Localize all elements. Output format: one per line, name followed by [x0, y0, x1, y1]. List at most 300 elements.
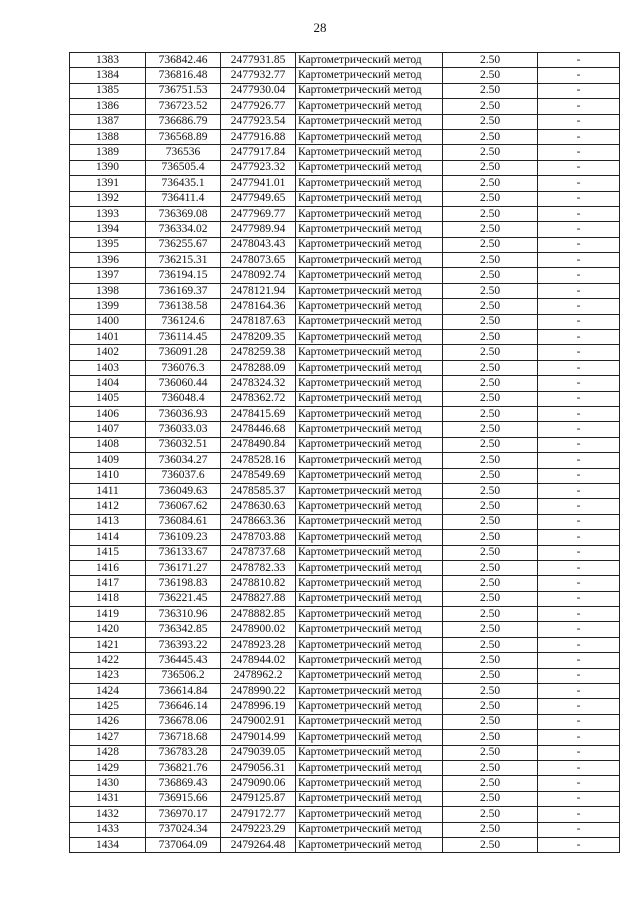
table-row [70, 283, 620, 298]
table-row [70, 422, 620, 437]
method-cell: Картометрический метод [296, 453, 443, 468]
x-coordinate-cell: 736686.79 [146, 114, 221, 129]
precision-cell: 2.50 [443, 483, 538, 498]
note-cell: - [538, 791, 620, 806]
table-row [70, 176, 620, 191]
precision-cell: 2.50 [443, 499, 538, 514]
x-coordinate-cell: 736109.23 [146, 530, 221, 545]
note-cell: - [538, 499, 620, 514]
precision-cell: 2.50 [443, 53, 538, 68]
x-coordinate-cell: 736505.4 [146, 160, 221, 175]
point-number-cell: 1409 [70, 453, 146, 468]
table-row [70, 684, 620, 699]
method-cell: Картометрический метод [296, 283, 443, 298]
note-cell: - [538, 299, 620, 314]
table-row [70, 607, 620, 622]
y-coordinate-cell: 2478782.33 [221, 560, 296, 575]
note-cell: - [538, 99, 620, 114]
note-cell: - [538, 391, 620, 406]
note-cell: - [538, 745, 620, 760]
precision-cell: 2.50 [443, 468, 538, 483]
note-cell: - [538, 622, 620, 637]
method-cell: Картометрический метод [296, 422, 443, 437]
method-cell: Картометрический метод [296, 437, 443, 452]
method-cell: Картометрический метод [296, 791, 443, 806]
y-coordinate-cell: 2478990.22 [221, 684, 296, 699]
table-row [70, 730, 620, 745]
x-coordinate-cell: 736060.44 [146, 376, 221, 391]
x-coordinate-cell: 736091.28 [146, 345, 221, 360]
precision-cell: 2.50 [443, 637, 538, 652]
x-coordinate-cell: 736215.31 [146, 253, 221, 268]
note-cell: - [538, 145, 620, 160]
page-number: 28 [313, 20, 327, 35]
precision-cell: 2.50 [443, 591, 538, 606]
table-row [70, 453, 620, 468]
note-cell: - [538, 776, 620, 791]
point-number-cell: 1426 [70, 714, 146, 729]
method-cell: Картометрический метод [296, 730, 443, 745]
precision-cell: 2.50 [443, 283, 538, 298]
precision-cell: 2.50 [443, 68, 538, 83]
point-number-cell: 1399 [70, 299, 146, 314]
x-coordinate-cell: 736033.03 [146, 422, 221, 437]
method-cell: Картометрический метод [296, 699, 443, 714]
x-coordinate-cell: 736411.4 [146, 191, 221, 206]
y-coordinate-cell: 2478362.72 [221, 391, 296, 406]
point-number-cell: 1401 [70, 330, 146, 345]
method-cell: Картометрический метод [296, 684, 443, 699]
precision-cell: 2.50 [443, 453, 538, 468]
table-row [70, 253, 620, 268]
table-row [70, 791, 620, 806]
point-number-cell: 1413 [70, 514, 146, 529]
method-cell: Картометрический метод [296, 129, 443, 144]
method-cell: Картометрический метод [296, 622, 443, 637]
y-coordinate-cell: 2477931.85 [221, 53, 296, 68]
x-coordinate-cell: 736435.1 [146, 176, 221, 191]
y-coordinate-cell: 2477923.32 [221, 160, 296, 175]
precision-cell: 2.50 [443, 530, 538, 545]
note-cell: - [538, 237, 620, 252]
point-number-cell: 1396 [70, 253, 146, 268]
note-cell: - [538, 545, 620, 560]
y-coordinate-cell: 2478630.63 [221, 499, 296, 514]
point-number-cell: 1421 [70, 637, 146, 652]
y-coordinate-cell: 2478164.36 [221, 299, 296, 314]
table-row [70, 391, 620, 406]
precision-cell: 2.50 [443, 760, 538, 775]
table-row [70, 545, 620, 560]
method-cell: Картометрический метод [296, 514, 443, 529]
precision-cell: 2.50 [443, 330, 538, 345]
table-row [70, 314, 620, 329]
y-coordinate-cell: 2479056.31 [221, 760, 296, 775]
y-coordinate-cell: 2478585.37 [221, 483, 296, 498]
point-number-cell: 1428 [70, 745, 146, 760]
point-number-cell: 1391 [70, 176, 146, 191]
precision-cell: 2.50 [443, 653, 538, 668]
point-number-cell: 1393 [70, 206, 146, 221]
table-row [70, 760, 620, 775]
table-row [70, 206, 620, 221]
precision-cell: 2.50 [443, 176, 538, 191]
table-row [70, 560, 620, 575]
x-coordinate-cell: 736568.89 [146, 129, 221, 144]
point-number-cell: 1406 [70, 406, 146, 421]
note-cell: - [538, 807, 620, 822]
x-coordinate-cell: 736124.6 [146, 314, 221, 329]
note-cell: - [538, 114, 620, 129]
point-number-cell: 1384 [70, 68, 146, 83]
table-row [70, 699, 620, 714]
note-cell: - [538, 83, 620, 98]
y-coordinate-cell: 2478944.02 [221, 653, 296, 668]
x-coordinate-cell: 736445.43 [146, 653, 221, 668]
y-coordinate-cell: 2479039.05 [221, 745, 296, 760]
point-number-cell: 1422 [70, 653, 146, 668]
point-number-cell: 1431 [70, 791, 146, 806]
method-cell: Картометрический метод [296, 237, 443, 252]
table-row [70, 668, 620, 683]
x-coordinate-cell: 736198.83 [146, 576, 221, 591]
precision-cell: 2.50 [443, 668, 538, 683]
point-number-cell: 1424 [70, 684, 146, 699]
point-number-cell: 1416 [70, 560, 146, 575]
precision-cell: 2.50 [443, 114, 538, 129]
note-cell: - [538, 607, 620, 622]
note-cell: - [538, 437, 620, 452]
y-coordinate-cell: 2478415.69 [221, 406, 296, 421]
precision-cell: 2.50 [443, 437, 538, 452]
method-cell: Картометрический метод [296, 560, 443, 575]
method-cell: Картометрический метод [296, 745, 443, 760]
method-cell: Картометрический метод [296, 53, 443, 68]
y-coordinate-cell: 2478324.32 [221, 376, 296, 391]
note-cell: - [538, 576, 620, 591]
point-number-cell: 1402 [70, 345, 146, 360]
method-cell: Картометрический метод [296, 576, 443, 591]
table-row [70, 299, 620, 314]
precision-cell: 2.50 [443, 776, 538, 791]
y-coordinate-cell: 2478703.88 [221, 530, 296, 545]
table-row [70, 576, 620, 591]
y-coordinate-cell: 2478043.43 [221, 237, 296, 252]
precision-cell: 2.50 [443, 622, 538, 637]
method-cell: Картометрический метод [296, 499, 443, 514]
note-cell: - [538, 837, 620, 852]
note-cell: - [538, 222, 620, 237]
x-coordinate-cell: 736678.06 [146, 714, 221, 729]
note-cell: - [538, 714, 620, 729]
precision-cell: 2.50 [443, 191, 538, 206]
note-cell: - [538, 422, 620, 437]
point-number-cell: 1388 [70, 129, 146, 144]
table-row [70, 514, 620, 529]
precision-cell: 2.50 [443, 545, 538, 560]
note-cell: - [538, 560, 620, 575]
x-coordinate-cell: 736842.46 [146, 53, 221, 68]
precision-cell: 2.50 [443, 314, 538, 329]
table-row [70, 83, 620, 98]
x-coordinate-cell: 736816.48 [146, 68, 221, 83]
x-coordinate-cell: 736369.08 [146, 206, 221, 221]
point-number-cell: 1405 [70, 391, 146, 406]
x-coordinate-cell: 736194.15 [146, 268, 221, 283]
y-coordinate-cell: 2478996.19 [221, 699, 296, 714]
point-number-cell: 1423 [70, 668, 146, 683]
precision-cell: 2.50 [443, 837, 538, 852]
y-coordinate-cell: 2478288.09 [221, 360, 296, 375]
point-number-cell: 1392 [70, 191, 146, 206]
note-cell: - [538, 176, 620, 191]
x-coordinate-cell: 736723.52 [146, 99, 221, 114]
y-coordinate-cell: 2479264.48 [221, 837, 296, 852]
method-cell: Картометрический метод [296, 314, 443, 329]
table-row [70, 129, 620, 144]
method-cell: Картометрический метод [296, 483, 443, 498]
y-coordinate-cell: 2478073.65 [221, 253, 296, 268]
y-coordinate-cell: 2477930.04 [221, 83, 296, 98]
note-cell: - [538, 129, 620, 144]
method-cell: Картометрический метод [296, 360, 443, 375]
precision-cell: 2.50 [443, 714, 538, 729]
note-cell: - [538, 330, 620, 345]
precision-cell: 2.50 [443, 99, 538, 114]
table-row [70, 530, 620, 545]
x-coordinate-cell: 736342.85 [146, 622, 221, 637]
x-coordinate-cell: 736255.67 [146, 237, 221, 252]
note-cell: - [538, 483, 620, 498]
precision-cell: 2.50 [443, 560, 538, 575]
y-coordinate-cell: 2478209.35 [221, 330, 296, 345]
table-row [70, 268, 620, 283]
note-cell: - [538, 730, 620, 745]
table-row [70, 499, 620, 514]
method-cell: Картометрический метод [296, 191, 443, 206]
method-cell: Картометрический метод [296, 376, 443, 391]
x-coordinate-cell: 736171.27 [146, 560, 221, 575]
y-coordinate-cell: 2478446.68 [221, 422, 296, 437]
precision-cell: 2.50 [443, 514, 538, 529]
table-row [70, 714, 620, 729]
precision-cell: 2.50 [443, 222, 538, 237]
precision-cell: 2.50 [443, 145, 538, 160]
precision-cell: 2.50 [443, 745, 538, 760]
point-number-cell: 1389 [70, 145, 146, 160]
x-coordinate-cell: 736084.61 [146, 514, 221, 529]
note-cell: - [538, 684, 620, 699]
x-coordinate-cell: 736076.3 [146, 360, 221, 375]
note-cell: - [538, 653, 620, 668]
y-coordinate-cell: 2478259.38 [221, 345, 296, 360]
method-cell: Картометрический метод [296, 714, 443, 729]
table-row [70, 483, 620, 498]
method-cell: Картометрический метод [296, 822, 443, 837]
table-row [70, 745, 620, 760]
precision-cell: 2.50 [443, 699, 538, 714]
method-cell: Картометрический метод [296, 530, 443, 545]
method-cell: Картометрический метод [296, 653, 443, 668]
precision-cell: 2.50 [443, 607, 538, 622]
table-row [70, 622, 620, 637]
table-row [70, 345, 620, 360]
x-coordinate-cell: 736869.43 [146, 776, 221, 791]
y-coordinate-cell: 2478528.16 [221, 453, 296, 468]
precision-cell: 2.50 [443, 406, 538, 421]
point-number-cell: 1395 [70, 237, 146, 252]
precision-cell: 2.50 [443, 576, 538, 591]
note-cell: - [538, 345, 620, 360]
x-coordinate-cell: 737024.34 [146, 822, 221, 837]
point-number-cell: 1418 [70, 591, 146, 606]
point-number-cell: 1386 [70, 99, 146, 114]
point-number-cell: 1430 [70, 776, 146, 791]
x-coordinate-cell: 736310.96 [146, 607, 221, 622]
y-coordinate-cell: 2478549.69 [221, 468, 296, 483]
point-number-cell: 1398 [70, 283, 146, 298]
precision-cell: 2.50 [443, 237, 538, 252]
method-cell: Картометрический метод [296, 206, 443, 221]
point-number-cell: 1419 [70, 607, 146, 622]
y-coordinate-cell: 2478737.68 [221, 545, 296, 560]
point-number-cell: 1383 [70, 53, 146, 68]
note-cell: - [538, 668, 620, 683]
note-cell: - [538, 206, 620, 221]
y-coordinate-cell: 2478121.94 [221, 283, 296, 298]
point-number-cell: 1390 [70, 160, 146, 175]
table-row [70, 822, 620, 837]
method-cell: Картометрический метод [296, 160, 443, 175]
x-coordinate-cell: 736049.63 [146, 483, 221, 498]
table-row [70, 191, 620, 206]
note-cell: - [538, 530, 620, 545]
note-cell: - [538, 268, 620, 283]
table-row [70, 807, 620, 822]
method-cell: Картометрический метод [296, 268, 443, 283]
method-cell: Картометрический метод [296, 776, 443, 791]
y-coordinate-cell: 2478187.63 [221, 314, 296, 329]
point-number-cell: 1425 [70, 699, 146, 714]
method-cell: Картометрический метод [296, 145, 443, 160]
y-coordinate-cell: 2477941.01 [221, 176, 296, 191]
note-cell: - [538, 591, 620, 606]
note-cell: - [538, 191, 620, 206]
precision-cell: 2.50 [443, 206, 538, 221]
precision-cell: 2.50 [443, 791, 538, 806]
table-row [70, 330, 620, 345]
point-number-cell: 1404 [70, 376, 146, 391]
table-row [70, 68, 620, 83]
x-coordinate-cell: 736751.53 [146, 83, 221, 98]
x-coordinate-cell: 736646.14 [146, 699, 221, 714]
table-row [70, 437, 620, 452]
method-cell: Картометрический метод [296, 406, 443, 421]
table-row [70, 160, 620, 175]
y-coordinate-cell: 2477969.77 [221, 206, 296, 221]
point-number-cell: 1427 [70, 730, 146, 745]
method-cell: Картометрический метод [296, 837, 443, 852]
method-cell: Картометрический метод [296, 607, 443, 622]
x-coordinate-cell: 736037.6 [146, 468, 221, 483]
note-cell: - [538, 453, 620, 468]
table-row [70, 222, 620, 237]
note-cell: - [538, 53, 620, 68]
x-coordinate-cell: 736048.4 [146, 391, 221, 406]
method-cell: Картометрический метод [296, 468, 443, 483]
table-row [70, 145, 620, 160]
x-coordinate-cell: 736032.51 [146, 437, 221, 452]
x-coordinate-cell: 736821.76 [146, 760, 221, 775]
point-number-cell: 1400 [70, 314, 146, 329]
table-row [70, 776, 620, 791]
y-coordinate-cell: 2478827.88 [221, 591, 296, 606]
method-cell: Картометрический метод [296, 591, 443, 606]
note-cell: - [538, 637, 620, 652]
x-coordinate-cell: 736393.22 [146, 637, 221, 652]
point-number-cell: 1397 [70, 268, 146, 283]
x-coordinate-cell: 736034.27 [146, 453, 221, 468]
table-row [70, 653, 620, 668]
y-coordinate-cell: 2479090.06 [221, 776, 296, 791]
x-coordinate-cell: 736334.02 [146, 222, 221, 237]
note-cell: - [538, 160, 620, 175]
note-cell: - [538, 406, 620, 421]
table-row [70, 406, 620, 421]
precision-cell: 2.50 [443, 160, 538, 175]
point-number-cell: 1403 [70, 360, 146, 375]
method-cell: Картометрический метод [296, 176, 443, 191]
method-cell: Картометрический метод [296, 68, 443, 83]
y-coordinate-cell: 2479002.91 [221, 714, 296, 729]
x-coordinate-cell: 736536 [146, 145, 221, 160]
point-number-cell: 1387 [70, 114, 146, 129]
y-coordinate-cell: 2477949.65 [221, 191, 296, 206]
note-cell: - [538, 699, 620, 714]
y-coordinate-cell: 2477916.88 [221, 129, 296, 144]
x-coordinate-cell: 737064.09 [146, 837, 221, 852]
method-cell: Картометрический метод [296, 345, 443, 360]
point-number-cell: 1412 [70, 499, 146, 514]
point-number-cell: 1410 [70, 468, 146, 483]
x-coordinate-cell: 736169.37 [146, 283, 221, 298]
table-row [70, 114, 620, 129]
y-coordinate-cell: 2478882.85 [221, 607, 296, 622]
precision-cell: 2.50 [443, 376, 538, 391]
method-cell: Картометрический метод [296, 83, 443, 98]
coordinates-table-body [70, 53, 620, 853]
method-cell: Картометрический метод [296, 253, 443, 268]
method-cell: Картометрический метод [296, 668, 443, 683]
note-cell: - [538, 283, 620, 298]
point-number-cell: 1429 [70, 760, 146, 775]
table-row [70, 468, 620, 483]
precision-cell: 2.50 [443, 268, 538, 283]
precision-cell: 2.50 [443, 684, 538, 699]
y-coordinate-cell: 2479223.29 [221, 822, 296, 837]
y-coordinate-cell: 2478900.02 [221, 622, 296, 637]
precision-cell: 2.50 [443, 253, 538, 268]
y-coordinate-cell: 2478923.28 [221, 637, 296, 652]
point-number-cell: 1385 [70, 83, 146, 98]
precision-cell: 2.50 [443, 391, 538, 406]
y-coordinate-cell: 2478810.82 [221, 576, 296, 591]
table-row [70, 53, 620, 68]
table-row [70, 237, 620, 252]
note-cell: - [538, 822, 620, 837]
x-coordinate-cell: 736221.45 [146, 591, 221, 606]
point-number-cell: 1414 [70, 530, 146, 545]
